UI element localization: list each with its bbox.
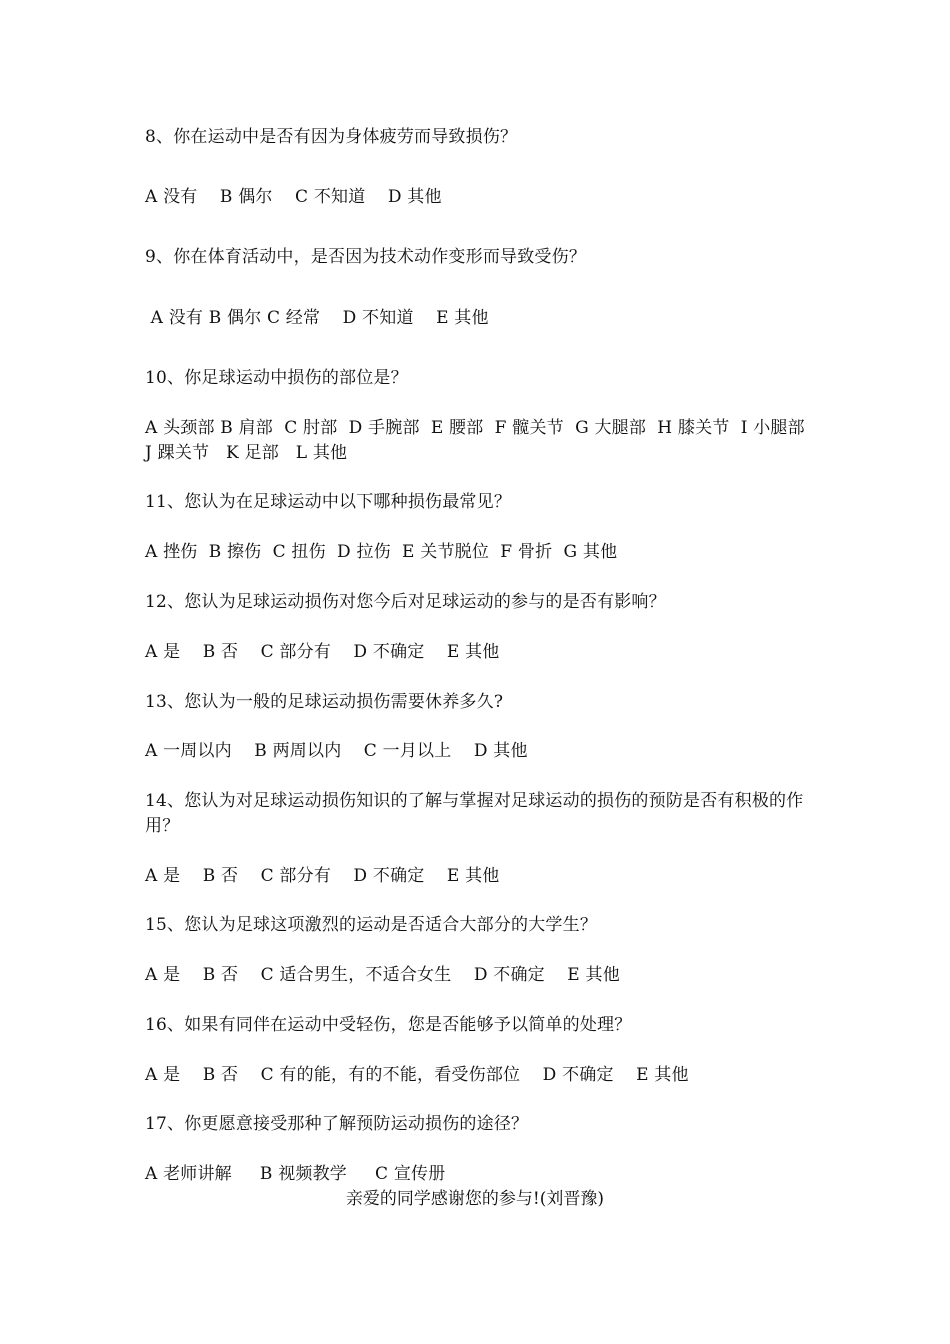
options-9: A 没有 B 偶尔 C 经常 D 不知道 E 其他 <box>145 308 489 328</box>
question-11: 11、您认为在足球运动中以下哪种损伤最常见？ <box>145 492 512 512</box>
options-14: A 是 B 否 C 部分有 D 不确定 E 其他 <box>145 866 500 886</box>
options-17: A 老师讲解 B 视频教学 C 宣传册 <box>145 1164 446 1184</box>
options-10: A 头颈部 B 肩部 C 肘部 D 手腕部 E 腰部 F 髋关节 G 大腿部 H 膝关节 I 小腿部 J 踝关节 K 足部 L 其他 <box>145 418 817 463</box>
question-15: 15、您认为足球这项激烈的运动是否适合大部分的大学生？ <box>145 915 598 935</box>
question-12: 12、您认为足球运动损伤对您今后对足球运动的参与的是否有影响？ <box>145 592 666 612</box>
options-15: A 是 B 否 C 适合男生，不适合女生 D 不确定 E 其他 <box>145 965 620 985</box>
options-13: A 一周以内 B 两周以内 C 一月以上 D 其他 <box>145 741 528 761</box>
question-17: 17、你更愿意接受那种了解预防运动损伤的途径？ <box>145 1114 529 1134</box>
question-10: 10、你足球运动中损伤的部位是？ <box>145 368 408 388</box>
thank-you-note: 亲爱的同学感谢您的参与!(刘晋豫) <box>345 1189 605 1209</box>
options-8: A 没有 B 偶尔 C 不知道 D 其他 <box>145 187 442 207</box>
options-12: A 是 B 否 C 部分有 D 不确定 E 其他 <box>145 642 500 662</box>
question-16: 16、如果有同伴在运动中受轻伤，您是否能够予以简单的处理？ <box>145 1015 632 1035</box>
question-8: 8、你在运动中是否有因为身体疲劳而导致损伤？ <box>145 127 518 147</box>
question-13: 13、您认为一般的足球运动损伤需要休养多久? <box>145 692 504 712</box>
question-14: 14、您认为对足球运动损伤知识的了解与掌握对足球运动的损伤的预防是否有积极的作用？ <box>145 791 804 836</box>
options-16: A 是 B 否 C 有的能，有的不能，看受伤部位 D 不确定 E 其他 <box>145 1065 689 1085</box>
options-11: A 挫伤 B 擦伤 C 扭伤 D 拉伤 E 关节脱位 F 骨折 G 其他 <box>145 542 618 562</box>
question-9: 9、你在体育活动中，是否因为技术动作变形而导致受伤？ <box>145 247 587 267</box>
